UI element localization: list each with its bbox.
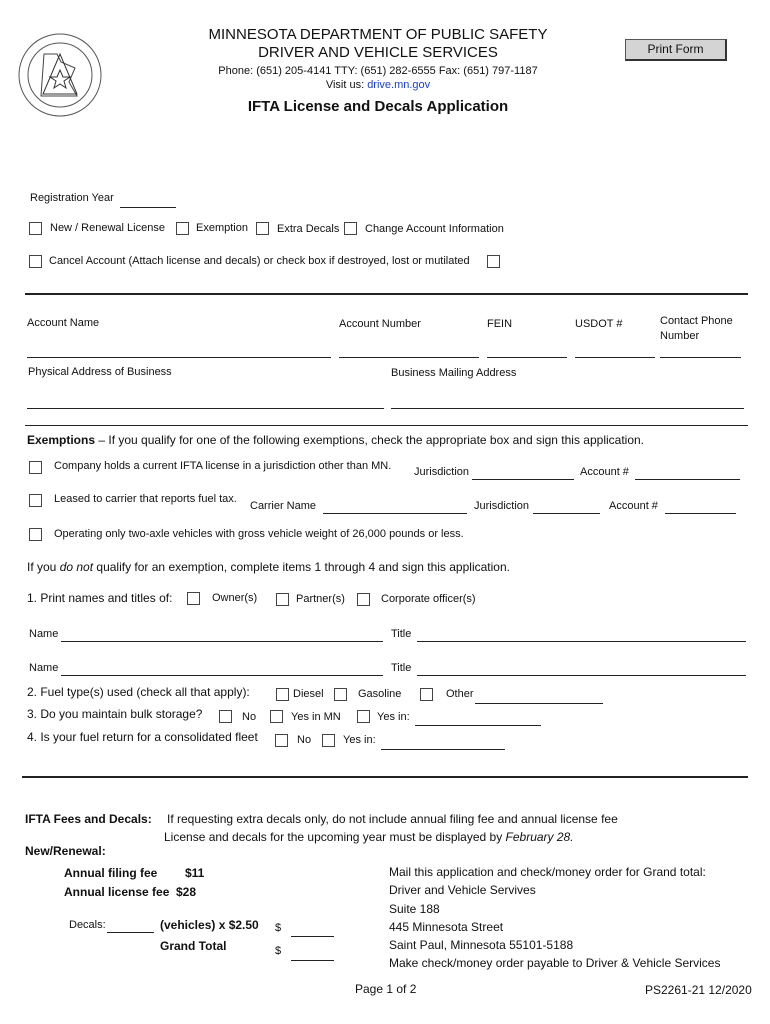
decals-count-field[interactable]: [107, 932, 154, 933]
bulk-no-label: No: [242, 711, 257, 723]
fleet-yes-label: Yes in:: [343, 734, 376, 746]
registration-year-label: Registration Year: [30, 192, 114, 204]
other-fuel-field[interactable]: [475, 703, 603, 704]
account-number-label: Account Number: [339, 318, 421, 330]
bulk-yes-in-field[interactable]: [415, 725, 541, 726]
title-field[interactable]: [417, 641, 746, 642]
corporate-officer-label: Corporate officer(s): [381, 593, 476, 605]
fees-note-2: [164, 830, 574, 844]
contact-info: Phone: (651) 205-4141 TTY: (651) 282-6555 Fax: (651) 797-1187: [218, 65, 538, 77]
deadline-date: February 28.: [505, 830, 574, 844]
divider: [25, 293, 748, 295]
diesel-label: Diesel: [293, 688, 324, 700]
mail-instruction: Mail this application and check/money order for Grand total:: [389, 865, 706, 879]
account-label: Account #: [580, 466, 629, 478]
license-fee-amount: $28: [176, 885, 197, 899]
mail-address-line: Driver and Vehicle Servives: [389, 883, 536, 897]
fein-label: FEIN: [487, 318, 513, 330]
jurisdiction-label: Jurisdiction: [474, 500, 530, 512]
fleet-no-label: No: [297, 734, 312, 746]
decals-rate: (vehicles) x $2.50: [160, 918, 259, 932]
name-field[interactable]: [61, 641, 383, 642]
destroyed-lost-checkbox[interactable]: [487, 255, 500, 268]
partner-checkbox[interactable]: [276, 593, 289, 606]
diesel-checkbox[interactable]: [276, 688, 289, 701]
filing-fee-amount: $11: [185, 866, 205, 880]
question-4: 4. Is your fuel return for a consolidated fleet: [27, 730, 258, 744]
exemption-checkbox[interactable]: [176, 222, 189, 235]
usdot-field[interactable]: [575, 357, 655, 358]
form-title: IFTA License and Decals Application: [247, 98, 509, 115]
question-2: 2. Fuel type(s) used (check all that apply):: [27, 685, 250, 699]
exemptions-heading: [27, 433, 644, 447]
note-text: License and decals for the upcoming year must be displayed by: [164, 830, 506, 844]
contact-phone-field[interactable]: [660, 357, 741, 358]
account-label: Account #: [609, 500, 658, 512]
ifta-other-jurisdiction-checkbox[interactable]: [29, 461, 42, 474]
gasoline-label: Gasoline: [358, 688, 402, 700]
other-fuel-label: Other: [446, 688, 474, 700]
dollar-sign: $: [275, 945, 282, 957]
account-name-label: Account Name: [27, 317, 100, 329]
carrier-name-field[interactable]: [323, 513, 467, 514]
leased-carrier-checkbox[interactable]: [29, 494, 42, 507]
divider: [25, 425, 748, 426]
mailing-address-label: Business Mailing Address: [391, 367, 517, 379]
other-fuel-checkbox[interactable]: [420, 688, 433, 701]
mail-address-line: Saint Paul, Minnesota 55101-5188: [389, 938, 574, 952]
mail-address-line: Suite 188: [389, 902, 440, 916]
extra-decals-label: Extra Decals: [277, 223, 340, 235]
exemption-2-label: Leased to carrier that reports fuel tax.: [54, 493, 237, 505]
contact-phone-label: Contact Phone Number: [660, 315, 733, 342]
extra-decals-checkbox[interactable]: [256, 222, 269, 235]
owner-checkbox[interactable]: [187, 592, 200, 605]
decals-total-field[interactable]: [291, 936, 334, 937]
corporate-officer-checkbox[interactable]: [357, 593, 370, 606]
title-label: Title: [391, 662, 412, 674]
cancel-account-checkbox[interactable]: [29, 255, 42, 268]
title-field[interactable]: [417, 675, 746, 676]
jurisdiction-label: Jurisdiction: [414, 466, 470, 478]
name-label: Name: [29, 628, 59, 640]
new-renewal-label: New / Renewal License: [50, 222, 165, 234]
dollar-sign: $: [275, 922, 282, 934]
intro-emphasis: do not: [59, 560, 94, 574]
bulk-yes-in-checkbox[interactable]: [357, 710, 370, 723]
name-field[interactable]: [61, 675, 383, 676]
fees-heading: IFTA Fees and Decals:: [25, 812, 152, 826]
intro-text: qualify for an exemption, complete items 1 through 4 and sign this application.: [93, 560, 510, 574]
partner-label: Partner(s): [296, 593, 345, 605]
fleet-yes-field[interactable]: [381, 749, 505, 750]
title-label: Title: [391, 628, 412, 640]
website-link[interactable]: drive.mn.gov: [367, 79, 431, 91]
mailing-address-field[interactable]: [391, 408, 744, 409]
owner-label: Owner(s): [212, 592, 258, 604]
account-number-field[interactable]: [339, 357, 479, 358]
form-id: PS2261-21 12/2020: [645, 983, 752, 997]
grand-total-field[interactable]: [291, 960, 334, 961]
print-form-button[interactable]: Print Form: [625, 39, 727, 61]
account-field[interactable]: [665, 513, 736, 514]
exemption-1-label: Company holds a current IFTA license in a jurisdiction other than MN.: [54, 460, 392, 472]
bulk-no-checkbox[interactable]: [219, 710, 232, 723]
usdot-label: USDOT #: [575, 318, 623, 330]
cancel-account-label: Cancel Account (Attach license and decals) or check box if destroyed, lost or mutilated: [49, 255, 470, 267]
items-intro: [27, 560, 510, 574]
question-3: 3. Do you maintain bulk storage?: [27, 707, 203, 721]
two-axle-checkbox[interactable]: [29, 528, 42, 541]
name-label: Name: [29, 662, 59, 674]
fees-note-1: If requesting extra decals only, do not include annual filing fee and annual license fee: [167, 812, 618, 826]
fein-field[interactable]: [487, 357, 567, 358]
payable-note: Make check/money order payable to Driver & Vehicle Services: [389, 956, 721, 970]
mail-address-line: 445 Minnesota Street: [389, 920, 504, 934]
account-field[interactable]: [635, 479, 740, 480]
page-number: Page 1 of 2: [355, 982, 417, 996]
registration-year-field[interactable]: [120, 207, 176, 208]
bulk-yes-in-label: Yes in:: [377, 711, 410, 723]
license-fee-label: Annual license fee: [64, 885, 170, 899]
exemption-3-label: Operating only two-axle vehicles with gross vehicle weight of 26,000 pounds or less.: [54, 528, 464, 540]
new-renewal-checkbox[interactable]: [29, 222, 42, 235]
new-renewal-heading: New/Renewal:: [25, 844, 106, 858]
exemption-label: Exemption: [196, 222, 248, 234]
bulk-yes-mn-checkbox[interactable]: [270, 710, 283, 723]
jurisdiction-field[interactable]: [533, 513, 600, 514]
grand-total-label: Grand Total: [160, 939, 227, 953]
decals-label: Decals:: [69, 919, 106, 931]
visit-label: Visit us:: [325, 79, 368, 91]
jurisdiction-field[interactable]: [472, 479, 574, 480]
gasoline-checkbox[interactable]: [334, 688, 347, 701]
fleet-yes-checkbox[interactable]: [322, 734, 335, 747]
change-account-label: Change Account Information: [365, 223, 504, 235]
filing-fee-label: Annual filing fee: [64, 866, 158, 880]
division-name: DRIVER AND VEHICLE SERVICES: [258, 44, 498, 61]
physical-address-field[interactable]: [27, 408, 384, 409]
divider: [22, 776, 748, 778]
account-name-field[interactable]: [27, 357, 331, 358]
exemptions-intro: – If you qualify for one of the following exemptions, check the appropriate box and sign this application.: [95, 433, 645, 447]
exemptions-title: Exemptions: [27, 433, 96, 447]
bulk-yes-mn-label: Yes in MN: [291, 711, 341, 723]
question-1: 1. Print names and titles of:: [27, 591, 173, 605]
visit-line: [0, 79, 756, 91]
carrier-name-label: Carrier Name: [250, 500, 317, 512]
fleet-no-checkbox[interactable]: [275, 734, 288, 747]
change-account-checkbox[interactable]: [344, 222, 357, 235]
intro-text: If you: [27, 560, 60, 574]
agency-name: MINNESOTA DEPARTMENT OF PUBLIC SAFETY: [208, 26, 548, 43]
physical-address-label: Physical Address of Business: [28, 366, 172, 378]
